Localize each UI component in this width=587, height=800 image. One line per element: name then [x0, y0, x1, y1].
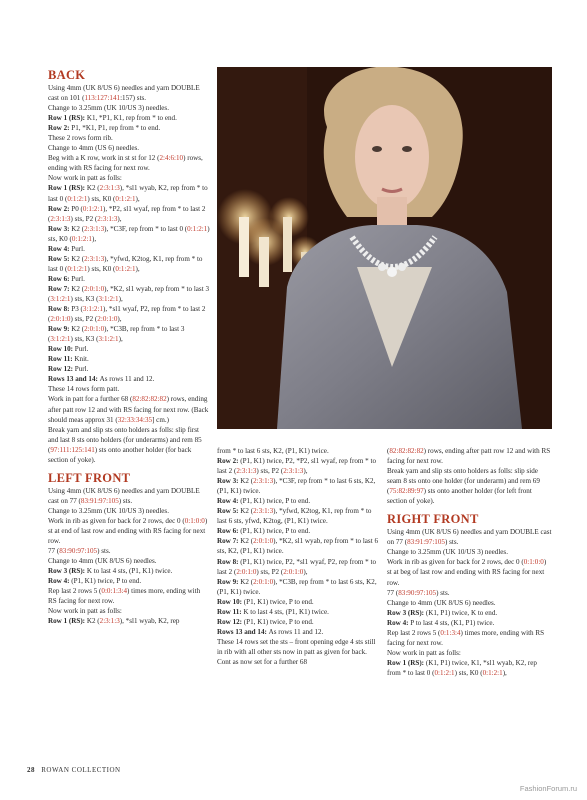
instruction-line — [217, 456, 379, 476]
size-numbers: 83:90:97:105 — [398, 588, 437, 597]
instruction-text: 77 ( — [387, 588, 399, 597]
instruction-line — [387, 608, 552, 618]
row-label: Row 8: — [217, 557, 241, 566]
instruction-text: Now work in patt as folls: — [387, 648, 461, 657]
row-label: Row 1 (RS): — [48, 184, 87, 193]
instruction-line — [48, 113, 210, 123]
instruction-line — [217, 476, 379, 496]
instruction-text: ), — [118, 294, 123, 303]
column-left — [48, 68, 210, 626]
instruction-text: ) sts. — [436, 588, 450, 597]
instruction-text: Using 4mm (UK 8/US 6) needles and yarn DOUBLE cast on 77 ( — [387, 528, 552, 547]
instruction-text: ), *sl1 wyaf, P2, rep from * to last 2 ( — [48, 305, 206, 324]
row-label: Row 3: — [217, 477, 241, 486]
size-numbers: 0:1:2:1 — [67, 194, 88, 203]
instruction-line — [48, 586, 210, 606]
instruction-text: Work in rib as given for back for 2 rows, dec 0 ( — [387, 558, 524, 567]
instruction-line — [48, 274, 210, 284]
instruction-line — [217, 526, 379, 536]
size-numbers: 2:0:1:0 — [253, 537, 274, 546]
size-numbers: 2:3:1:3 — [253, 477, 274, 486]
instruction-text: Change to 3.25mm (UK 10/US 3) needles. — [48, 104, 169, 113]
instruction-text: K2 ( — [71, 284, 85, 293]
right-front-instructions — [387, 527, 552, 678]
row-label: Row 2: — [217, 457, 241, 466]
size-numbers: 3:1:2:1 — [82, 305, 103, 314]
instruction-line — [387, 557, 552, 587]
instruction-line — [387, 628, 552, 648]
instruction-line — [48, 324, 210, 344]
instruction-text: ) sts, K0 ( — [48, 224, 210, 243]
instruction-text: ) st at end of last row and ending with RS facing for next row. — [48, 516, 208, 546]
size-numbers: 83:91:97:105 — [80, 496, 119, 505]
row-label: Row 4: — [48, 244, 72, 253]
instruction-line — [48, 556, 210, 566]
instruction-line — [387, 648, 552, 658]
model-photo — [217, 67, 552, 429]
size-numbers: 2:3:1:3 — [50, 214, 71, 223]
row-label: Row 11: — [48, 355, 75, 364]
instruction-text: K2 ( — [240, 577, 254, 586]
instruction-line — [48, 364, 210, 374]
size-numbers: 2:0:1:0 — [50, 315, 71, 324]
instruction-text: ), — [303, 467, 308, 476]
instruction-text: ) rows, ending after patt row 12 and with RS facing for next row. (Back should meas approx 31 ( — [48, 395, 209, 424]
row-label: Row 1 (RS): — [48, 617, 87, 626]
row-label: Row 5: — [217, 507, 241, 516]
instruction-line — [217, 617, 379, 627]
instruction-text: ), — [117, 214, 122, 223]
instruction-text: ), *sl1 wyab, K2, rep — [119, 617, 180, 626]
size-numbers: 3:1:2:1 — [50, 335, 71, 344]
instruction-text: (P1, K1) twice, P to end. — [243, 597, 314, 606]
instruction-text: K2 ( — [71, 224, 85, 233]
instruction-line — [217, 557, 379, 577]
size-numbers: 0:1:2:1 — [71, 234, 92, 243]
instruction-text: K2 ( — [71, 254, 85, 263]
instruction-text: K2 ( — [240, 477, 254, 486]
row-label: Row 1 (RS): — [387, 658, 426, 667]
instruction-text: Work in rib as given for back for 2 rows, dec 0 ( — [48, 516, 185, 525]
size-numbers: 2:0:1:0 — [84, 325, 105, 334]
size-numbers: 0:1:2:1 — [187, 224, 208, 233]
instruction-text: Purl. — [74, 365, 89, 374]
instruction-text: Break yarn and slip sts onto holders as folls: slip first and last 8 sts onto holders (for underarms) and rem 85 ( — [48, 425, 202, 454]
size-numbers: 0:1:2:1 — [434, 668, 455, 677]
instruction-line — [217, 637, 379, 657]
size-numbers: 2:3:1:3 — [283, 467, 304, 476]
instruction-text: ) sts. — [444, 538, 459, 547]
instruction-text: Rep last 2 rows 5 ( — [387, 628, 441, 637]
instruction-text: (P1, K1) twice, P2, *sl1 wyaf, P2, rep from * to last 2 ( — [217, 557, 377, 576]
row-label: Row 8: — [48, 305, 72, 314]
section-heading-back: BACK — [48, 68, 86, 82]
row-label: Row 5: — [48, 254, 72, 263]
instruction-text: (P1, K1) twice, P to end. — [71, 577, 142, 586]
row-label: Row 10: — [217, 597, 244, 606]
instruction-line — [387, 618, 552, 628]
instruction-text: (P1, K1) twice, P to end. — [240, 527, 311, 536]
row-label: Row 6: — [48, 274, 72, 283]
row-label: Row 2: — [48, 204, 72, 213]
instruction-text: P to last 4 sts, (K1, P1) twice. — [410, 618, 495, 627]
instruction-line — [48, 123, 210, 133]
instruction-text: Knit. — [74, 355, 89, 364]
instruction-text: ) sts onto another holder (for left front section of yoke). — [387, 487, 532, 506]
size-numbers: 0:1:2:1 — [115, 194, 136, 203]
row-label: Rows 13 and 14: — [217, 627, 269, 636]
row-label: Row 2: — [48, 124, 72, 133]
size-numbers: 3:1:2:1 — [50, 294, 71, 303]
instruction-text: Work in patt for a further 68 ( — [48, 395, 133, 404]
instruction-text: K1, *P1, K1, rep from * to end. — [86, 114, 177, 123]
instruction-text: ), — [502, 668, 507, 677]
instruction-line — [48, 576, 210, 586]
size-numbers: 2:3:1:3 — [236, 467, 257, 476]
row-label: Row 7: — [48, 284, 72, 293]
instruction-text: ), *K2, sl1 wyab, rep from * to last 3 ( — [48, 284, 209, 303]
size-numbers: 83:91:97:105 — [407, 538, 445, 547]
instruction-line — [48, 103, 210, 113]
instruction-text: ) times more, ending with RS facing for next row. — [387, 628, 545, 647]
instruction-line — [48, 486, 210, 506]
instruction-text: ) sts, P2 ( — [70, 214, 98, 223]
instruction-text: ) sts, P2 ( — [256, 467, 284, 476]
instruction-text: ) rows, ending after patt row 12 and with RS facing for next row. — [387, 447, 551, 466]
instruction-line — [48, 506, 210, 516]
instruction-line — [48, 566, 210, 576]
instruction-line — [217, 597, 379, 607]
row-label: Row 11: — [217, 607, 244, 616]
size-numbers: 2:3:1:3 — [99, 617, 120, 626]
back-instructions — [48, 83, 210, 465]
instruction-text: As rows 11 and 12. — [268, 627, 324, 636]
instruction-text: (P1, K1) twice, P to end. — [243, 617, 314, 626]
instruction-line — [48, 153, 210, 173]
instruction-text: ), — [117, 315, 122, 324]
instruction-line — [217, 627, 379, 637]
instruction-text: K2 ( — [71, 325, 85, 334]
instruction-text: ) rows, ending with RS facing for next row. — [48, 154, 203, 173]
instruction-line — [48, 354, 210, 364]
instruction-line — [217, 577, 379, 597]
size-numbers: 2:0:1:0 — [236, 567, 257, 576]
row-label: Row 4: — [217, 497, 241, 506]
row-label: Rows 13 and 14: — [48, 375, 100, 384]
row-label: Row 1 (RS): — [48, 114, 87, 123]
instruction-text: (P1, K1) twice, P2, *P2, sl1 wyaf, rep from * to last 2 ( — [217, 457, 377, 476]
instruction-line — [48, 173, 210, 183]
instruction-line — [48, 244, 210, 254]
instruction-text: K2 ( — [240, 537, 254, 546]
instruction-text: Change to 4mm (UK 8/US 6) needles. — [387, 598, 496, 607]
size-numbers: 2:0:1:0 — [283, 567, 304, 576]
instruction-text: ), *C3F, rep from * to last 6 sts, K2, (P1, K1) twice. — [217, 477, 376, 496]
left-front-end — [387, 446, 552, 506]
column-middle — [217, 446, 379, 667]
instruction-text: Change to 3.25mm (UK 10/US 3) needles. — [387, 548, 508, 557]
size-numbers: 83:90:97:105 — [59, 547, 98, 556]
instruction-text: Now work in patt as folls: — [48, 607, 122, 616]
instruction-text: ), — [303, 567, 308, 576]
instruction-text: Purl. — [71, 244, 85, 253]
row-label: Row 4: — [48, 577, 72, 586]
instruction-text: ) sts, K0 ( — [454, 668, 483, 677]
instruction-line — [217, 496, 379, 506]
instruction-text: ), — [91, 234, 97, 243]
instruction-text: These 14 rows set the sts – front opening edge 4 sts still in rib with all other sts now in patt as given for back. — [217, 637, 376, 656]
instruction-text: 77 ( — [48, 547, 60, 556]
instruction-text: ), *C3B, rep from * to last 6 sts, K2, (P1, K1) twice. — [217, 577, 377, 596]
instruction-line — [48, 224, 210, 244]
instruction-text: These 2 rows form rib. — [48, 134, 113, 143]
instruction-line — [48, 254, 210, 274]
instruction-text: ) sts onto another holder (for back section of yoke). — [48, 445, 192, 464]
instruction-text: ), — [135, 264, 140, 273]
instruction-line — [387, 446, 552, 466]
publication-name: ROWAN COLLECTION — [41, 766, 121, 774]
instruction-text: ) sts. — [97, 547, 111, 556]
size-numbers: 2:4:6:10 — [159, 154, 184, 163]
instruction-text: from * to last 6 sts, K2, (P1, K1) twice. — [217, 447, 329, 455]
size-numbers: 3:1:2:1 — [98, 335, 119, 344]
instruction-text: ) sts, K3 ( — [70, 294, 99, 303]
instruction-text: ), *yfwd, K2tog, K1, rep from * to last 6 sts, yfwd, K2tog, (P1, K1) twice. — [217, 507, 372, 526]
instruction-text: ) st at beg of last row and ending with RS facing for next row. — [387, 558, 547, 587]
instruction-line — [48, 546, 210, 556]
instruction-text: ), — [135, 194, 140, 203]
instruction-text: Change to 3.25mm (UK 10/US 3) needles. — [48, 506, 169, 515]
size-numbers: 3:1:2:1 — [98, 294, 119, 303]
size-numbers: 0:1:3:4 — [440, 628, 461, 637]
instruction-text: P1, *K1, P1, rep from * to end. — [71, 124, 161, 133]
size-numbers: 2:3:1:3 — [84, 254, 105, 263]
instruction-text: Using 4mm (UK 8/US 6) needles and yarn DOUBLE cast on 101 ( — [48, 84, 200, 103]
instruction-line — [387, 588, 552, 598]
instruction-text: ) sts, P2 ( — [70, 315, 98, 324]
instruction-text: As rows 11 and 12. — [99, 375, 155, 384]
row-label: Row 4: — [387, 618, 411, 627]
size-numbers: 2:3:1:3 — [253, 507, 274, 516]
instruction-line — [48, 204, 210, 224]
page-number: 28 — [27, 766, 35, 774]
instruction-line — [48, 344, 210, 354]
size-numbers: 113:127:141 — [84, 94, 121, 103]
size-numbers: 82:82:82:82 — [389, 447, 424, 455]
row-label: Row 9: — [48, 325, 72, 334]
row-label: Row 9: — [217, 577, 241, 586]
left-front-continued — [217, 446, 379, 667]
instruction-text: ) sts, P2 ( — [256, 567, 284, 576]
instruction-text: ), *sl1 wyab, K2, rep from * to last 0 ( — [48, 184, 208, 203]
size-numbers: 0:1:2:1 — [67, 264, 88, 273]
instruction-text: Cont as now set for a further 68 — [217, 657, 308, 666]
instruction-text: P3 ( — [71, 305, 83, 314]
instruction-text: K2 ( — [86, 617, 100, 626]
instruction-line — [48, 425, 210, 465]
size-numbers: 0:1:2:1 — [115, 264, 136, 273]
instruction-line — [387, 466, 552, 506]
instruction-text: (P1, K1) twice, P to end. — [240, 497, 311, 506]
row-label: Row 12: — [48, 365, 75, 374]
size-numbers: 0:1:0:0 — [184, 516, 205, 525]
size-numbers: 2:3:1:3 — [97, 214, 118, 223]
instruction-line — [217, 506, 379, 526]
instruction-text: These 14 rows form patt. — [48, 385, 120, 394]
size-numbers: 32:33:34:35 — [117, 415, 153, 424]
size-numbers: 2:3:1:3 — [84, 224, 105, 233]
page-footer — [27, 766, 121, 774]
instruction-text: ) sts, K0 ( — [87, 194, 116, 203]
size-numbers: 2:0:1:0 — [253, 577, 274, 586]
size-numbers: 82:82:82:82 — [132, 395, 167, 404]
row-label: Row 3 (RS): — [48, 567, 87, 576]
instruction-line — [48, 516, 210, 546]
instruction-text: K2 ( — [86, 184, 100, 193]
instruction-line — [217, 657, 379, 667]
row-label: Row 6: — [217, 527, 241, 536]
size-numbers: 2:3:1:3 — [99, 184, 120, 193]
instruction-line — [48, 374, 210, 384]
size-numbers: 0:1:2:1 — [482, 668, 503, 677]
instruction-text: :157) sts. — [120, 94, 147, 103]
size-numbers: 2:0:1:0 — [84, 284, 105, 293]
instruction-text: Purl. — [74, 345, 89, 354]
row-label: Row 10: — [48, 345, 75, 354]
column-right — [387, 446, 552, 678]
instruction-text: Beg with a K row, work in st st for 12 ( — [48, 154, 160, 163]
instruction-line — [217, 446, 379, 456]
size-numbers: 0:1:2:1 — [82, 204, 103, 213]
instruction-text: K to last 4 sts, (P1, K1) twice. — [86, 567, 173, 576]
row-label: Row 12: — [217, 617, 244, 626]
instruction-line — [387, 598, 552, 608]
instruction-line — [48, 133, 210, 143]
instruction-line — [387, 658, 552, 678]
instruction-line — [48, 284, 210, 304]
instruction-text: (K1, P1) twice, K to end. — [425, 608, 498, 617]
instruction-line — [387, 547, 552, 557]
instruction-text: ) times more, ending with RS facing for next row. — [48, 587, 201, 606]
instruction-text: ) sts, K3 ( — [70, 335, 99, 344]
instruction-text: ), *yfwd, K2tog, K1, rep from * to last 0 ( — [48, 254, 203, 273]
left-front-instructions — [48, 486, 210, 627]
instruction-text: Break yarn and slip sts onto holders as folls: slip side seam 8 sts onto one holder (for underarm) and rem 69 ( — [387, 467, 540, 496]
instruction-line — [48, 384, 210, 394]
instruction-text: (K1, P1) twice, K1, *sl1 wyab, K2, rep from * to last 0 ( — [387, 658, 537, 677]
instruction-text: ) sts, K0 ( — [87, 264, 116, 273]
row-label: Row 7: — [217, 537, 241, 546]
instruction-text: ) sts. — [118, 496, 133, 505]
section-heading-left-front: LEFT FRONT — [48, 470, 131, 485]
instruction-text: Change to 4mm (US 6) needles. — [48, 144, 140, 153]
instruction-text: Purl. — [71, 274, 85, 283]
instruction-text: K to last 4 sts, (P1, K1) twice. — [243, 607, 329, 616]
instruction-line — [48, 616, 210, 626]
row-label: Row 3: — [48, 224, 72, 233]
size-numbers: 97:111:125:141 — [50, 445, 95, 454]
instruction-text: ), *C3F, rep from * to last 0 ( — [104, 224, 188, 233]
instruction-line — [48, 183, 210, 203]
instruction-text: Rep last 2 rows 5 ( — [48, 587, 102, 596]
row-label: Row 3 (RS): — [387, 608, 426, 617]
instruction-text: ), *P2, sl1 wyaf, rep from * to last 2 ( — [48, 204, 206, 223]
instruction-text: Now work in patt as folls: — [48, 174, 122, 183]
instruction-text: K2 ( — [240, 507, 254, 516]
size-numbers: 75:82:89:97 — [389, 487, 424, 496]
instruction-text: ( — [387, 447, 390, 455]
instruction-text: ), — [118, 335, 123, 344]
instruction-text: Change to 4mm (UK 8/US 6) needles. — [48, 557, 157, 566]
model-photo-illustration — [217, 67, 552, 429]
instruction-text: ), *C3B, rep from * to last 3 ( — [48, 325, 185, 344]
instruction-line — [48, 304, 210, 324]
instruction-line — [48, 606, 210, 616]
instruction-text: Using 4mm (UK 8/US 6) needles and yarn DOUBLE cast on 77 ( — [48, 486, 200, 505]
instruction-line — [48, 83, 210, 103]
instruction-line — [48, 143, 210, 153]
instruction-text: P0 ( — [71, 204, 83, 213]
instruction-line — [48, 394, 210, 424]
instruction-line — [217, 607, 379, 617]
size-numbers: 2:0:1:0 — [97, 315, 118, 324]
instruction-text: ), *K2, sl1 wyab, rep from * to last 6 sts, K2, (P1, K1) twice. — [217, 537, 378, 556]
size-numbers: 0:1:0:0 — [523, 558, 544, 567]
instruction-line — [387, 527, 552, 547]
instruction-line — [217, 536, 379, 556]
instruction-text: ] cm.) — [152, 415, 169, 424]
site-watermark: FashionForum.ru — [519, 784, 577, 793]
size-numbers: 0:0:1:3:4 — [101, 587, 128, 596]
section-heading-right-front: RIGHT FRONT — [387, 512, 479, 527]
